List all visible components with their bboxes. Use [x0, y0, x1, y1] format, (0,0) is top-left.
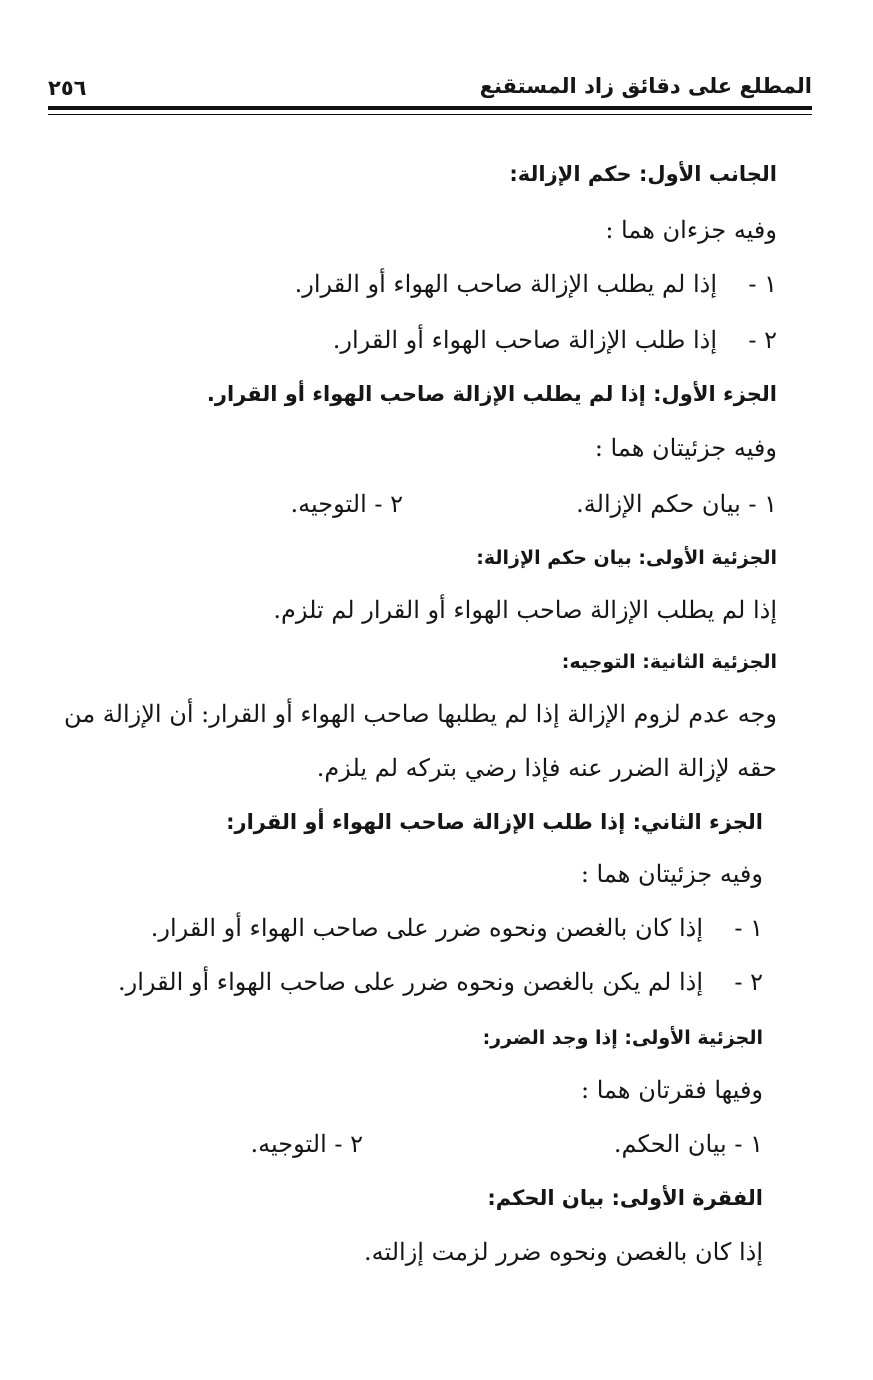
list-item — [151, 912, 763, 944]
paragraph-line: وفيه جزءان هما : — [605, 216, 777, 244]
list-item-text: إذا طلب الإزالة صاحب الهواء أو القرار. — [332, 326, 717, 354]
paragraph-line: وفيها فقرتان هما : — [581, 1076, 763, 1104]
list-number: ٢ - — [734, 968, 763, 996]
list-item — [118, 966, 763, 998]
list-item — [333, 324, 777, 356]
list-item: ٢ - التوجيه. — [250, 1130, 363, 1158]
page-number: ٢٥٦ — [48, 76, 87, 100]
section-heading-part-two: الجزء الثاني: إذا طلب الإزالة صاحب الهواء أو القرار: — [226, 810, 763, 834]
subheading-first-subpart: الجزئية الأولى: بيان حكم الإزالة: — [476, 547, 777, 569]
paragraph-line: إذا كان بالغصن ونحوه ضرر لزمت إزالته. — [363, 1238, 763, 1266]
paragraph-line: وجه عدم لزوم الإزالة إذا لم يطلبها صاحب الهواء أو القرار: أن الإزالة من — [64, 700, 777, 728]
list-item: ١ - بيان حكم الإزالة. — [576, 490, 777, 518]
header-rule-thin — [48, 114, 812, 115]
list-number: ١ - — [748, 270, 777, 298]
subheading-first-paragraph: الفقرة الأولى: بيان الحكم: — [487, 1186, 763, 1210]
list-item — [295, 268, 777, 300]
list-item-text: إذا كان بالغصن ونحوه ضرر على صاحب الهواء أو القرار. — [150, 914, 703, 942]
list-number: ١ - — [734, 914, 763, 942]
list-item-text: إذا لم يطلب الإزالة صاحب الهواء أو القرار. — [294, 270, 717, 298]
subheading-first-subpart: الجزئية الأولى: إذا وجد الضرر: — [482, 1027, 763, 1049]
section-heading-part-one: الجزء الأول: إذا لم يطلب الإزالة صاحب الهواء أو القرار. — [206, 382, 777, 406]
paragraph-line: حقه لإزالة الضرر عنه فإذا رضي بتركه لم يلزم. — [316, 754, 777, 782]
list-item: ١ - بيان الحكم. — [613, 1130, 763, 1158]
running-title: المطلع على دقائق زاد المستقنع — [479, 74, 812, 98]
paragraph-line: وفيه جزئيتان هما : — [594, 434, 777, 462]
list-item: ٢ - التوجيه. — [290, 490, 403, 518]
paragraph-line: وفيه جزئيتان هما : — [580, 860, 763, 888]
list-number: ٢ - — [748, 326, 777, 354]
paragraph-line: إذا لم يطلب الإزالة صاحب الهواء أو القرار لم تلزم. — [273, 596, 777, 624]
subheading-second-subpart: الجزئية الثانية: التوجيه: — [561, 651, 777, 673]
page-header — [48, 74, 812, 102]
header-rule-thick — [48, 106, 812, 110]
section-heading-first-aspect: الجانب الأول: حكم الإزالة: — [509, 162, 777, 186]
list-item-text: إذا لم يكن بالغصن ونحوه ضرر على صاحب الهواء أو القرار. — [118, 968, 703, 996]
